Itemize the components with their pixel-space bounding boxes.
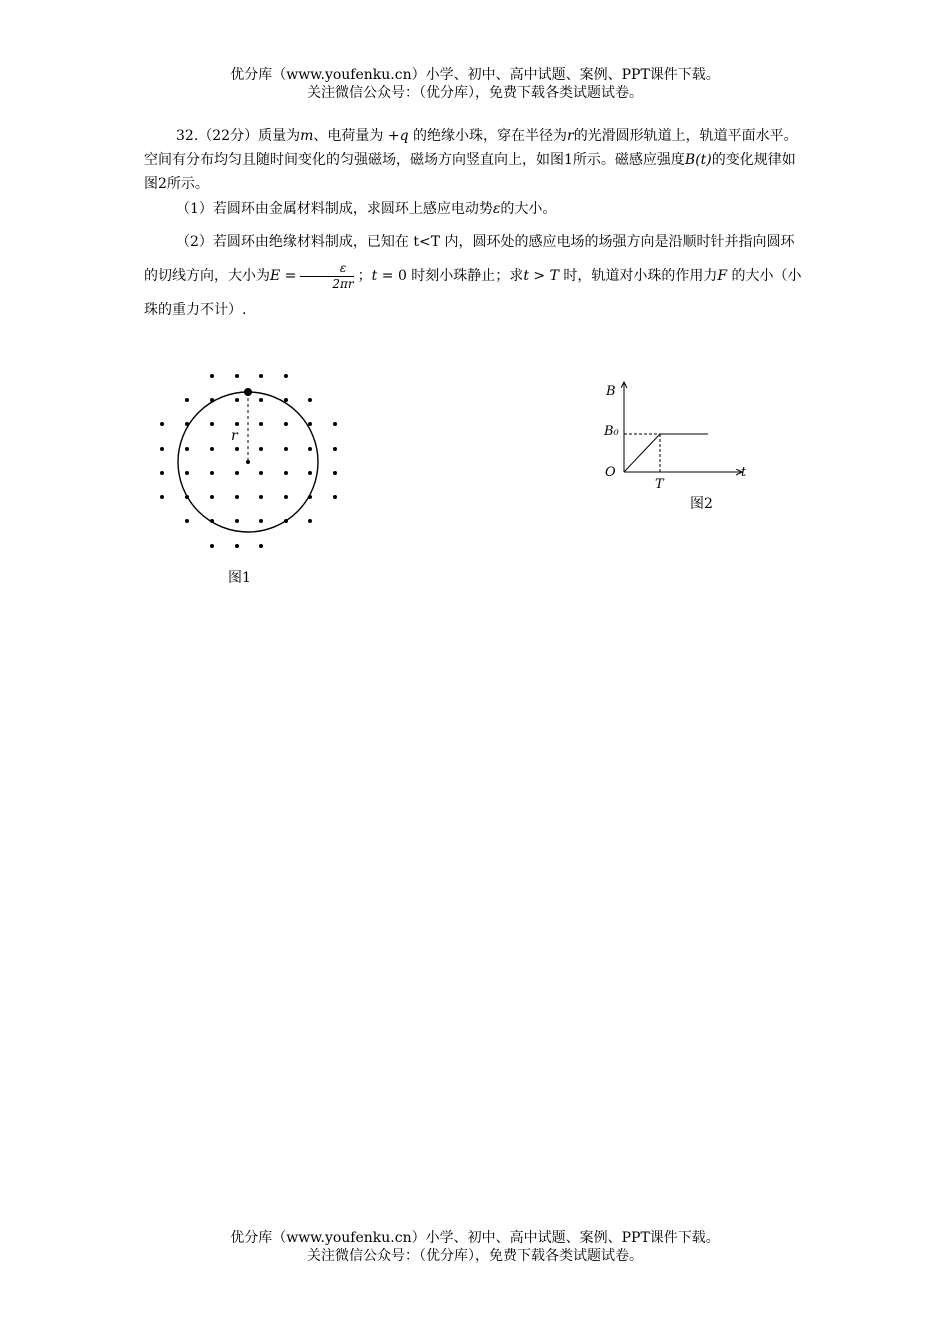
field-dot xyxy=(308,519,312,523)
field-dot xyxy=(284,447,288,451)
stem-text-2: 、电荷量为 + xyxy=(313,128,400,144)
var-q: q xyxy=(399,128,409,144)
part2-text-c: = 0 时刻小珠静止；求 xyxy=(377,268,524,284)
field-dot xyxy=(259,374,263,378)
fraction-numerator: ε xyxy=(300,261,353,277)
question-stem xyxy=(144,124,808,196)
figure-1-caption: 图1 xyxy=(228,570,251,586)
footer-line-2: 关注微信公众号：（优分库），免费下载各类试题试卷。 xyxy=(307,1248,643,1264)
footer-line-1: 优分库（www.youfenku.cn）小学、初中、高中试题、案例、PPT课件下载。 xyxy=(230,1230,720,1246)
var-e-eq: E = xyxy=(270,268,297,284)
field-dot xyxy=(308,422,312,426)
field-dot xyxy=(235,495,239,499)
part2-text-d: 时，轨道对小珠的作用力 xyxy=(558,268,718,284)
field-dot xyxy=(160,495,164,499)
question-number: 32.（22分） xyxy=(176,128,259,144)
field-dot xyxy=(210,374,214,378)
page-footer xyxy=(0,1229,950,1265)
field-dot xyxy=(259,471,263,475)
var-t-gt-T: t > T xyxy=(523,268,559,284)
field-dot xyxy=(259,398,263,402)
field-dot xyxy=(185,447,189,451)
part2-text-a: （2）若圆环由绝缘材料制成，已知在 t<T 内，圆环处的感应电场的场强方向是沿顺时针并指向圆环的切线方向，大小为 xyxy=(144,234,795,284)
field-dot xyxy=(210,495,214,499)
stem-text-1: 质量为 xyxy=(258,128,301,144)
field-dot xyxy=(235,471,239,475)
field-dot xyxy=(308,398,312,402)
part1-end: 的大小。 xyxy=(500,201,557,217)
label-O: O xyxy=(605,465,616,480)
field-dot xyxy=(185,519,189,523)
field-dot xyxy=(160,471,164,475)
var-bt: B(t) xyxy=(684,152,712,168)
radius-label: r xyxy=(231,428,238,444)
field-dot xyxy=(185,398,189,402)
label-B0: B₀ xyxy=(604,424,619,439)
figure-2-caption: 图2 xyxy=(690,496,713,512)
field-dot xyxy=(259,422,263,426)
field-dot xyxy=(235,398,239,402)
field-dot xyxy=(235,519,239,523)
field-dot xyxy=(235,422,239,426)
var-t0: t xyxy=(371,268,378,284)
fraction-e xyxy=(300,261,353,292)
field-dot xyxy=(210,471,214,475)
question-part-1 xyxy=(144,197,808,221)
field-dot xyxy=(284,374,288,378)
bead xyxy=(244,388,252,396)
part2-text-e: 的大小（小珠的重力不计）. xyxy=(144,268,802,318)
field-dot xyxy=(284,471,288,475)
field-dot xyxy=(160,447,164,451)
stem-text-3: 的绝缘小珠，穿在半径为 xyxy=(408,128,567,144)
field-dot xyxy=(259,544,263,548)
field-dot xyxy=(210,447,214,451)
label-B: B xyxy=(606,384,616,399)
field-dot xyxy=(284,398,288,402)
field-dot xyxy=(210,422,214,426)
field-dot xyxy=(235,544,239,548)
field-dot xyxy=(235,374,239,378)
field-dot xyxy=(333,471,337,475)
field-dot xyxy=(284,495,288,499)
field-dot xyxy=(333,447,337,451)
field-dot xyxy=(333,422,337,426)
header-line-2: 关注微信公众号：（优分库），免费下载各类试题试卷。 xyxy=(307,85,643,101)
field-dot xyxy=(210,544,214,548)
header-line-1: 优分库（www.youfenku.cn）小学、初中、高中试题、案例、PPT课件下载。 xyxy=(230,67,720,83)
page-header xyxy=(0,66,950,102)
figure-1-diagram xyxy=(140,360,360,560)
label-t: t xyxy=(741,465,747,480)
var-m: m xyxy=(300,128,314,144)
stem-text-4: 的光滑圆形轨道上，轨道平面水平。空间有分布均匀且随时间变化的匀强磁场，磁场方向竖直向上，如图1所示。磁感应强度 xyxy=(144,128,798,168)
field-dot xyxy=(259,447,263,451)
ramp-line xyxy=(624,434,660,472)
field-dot xyxy=(259,495,263,499)
part2-text-b: ； xyxy=(357,268,372,284)
figure-2-graph xyxy=(595,375,755,495)
field-dot xyxy=(333,495,337,499)
field-dot xyxy=(259,519,263,523)
part1-text: （1）若圆环由金属材料制成，求圆环上感应电动势 xyxy=(176,201,493,217)
field-dot xyxy=(284,422,288,426)
label-T: T xyxy=(655,477,664,492)
var-F: F xyxy=(717,268,728,284)
field-dot xyxy=(308,471,312,475)
field-dot xyxy=(185,471,189,475)
field-dot xyxy=(235,447,239,451)
field-dot xyxy=(160,422,164,426)
fraction-denominator: 2πr xyxy=(332,276,354,291)
stem-text-5: 的变化规律如图2所示。 xyxy=(144,152,796,192)
field-dot xyxy=(308,447,312,451)
var-epsilon: ε xyxy=(492,201,501,217)
var-r: r xyxy=(566,128,574,144)
question-part-2 xyxy=(144,225,808,327)
